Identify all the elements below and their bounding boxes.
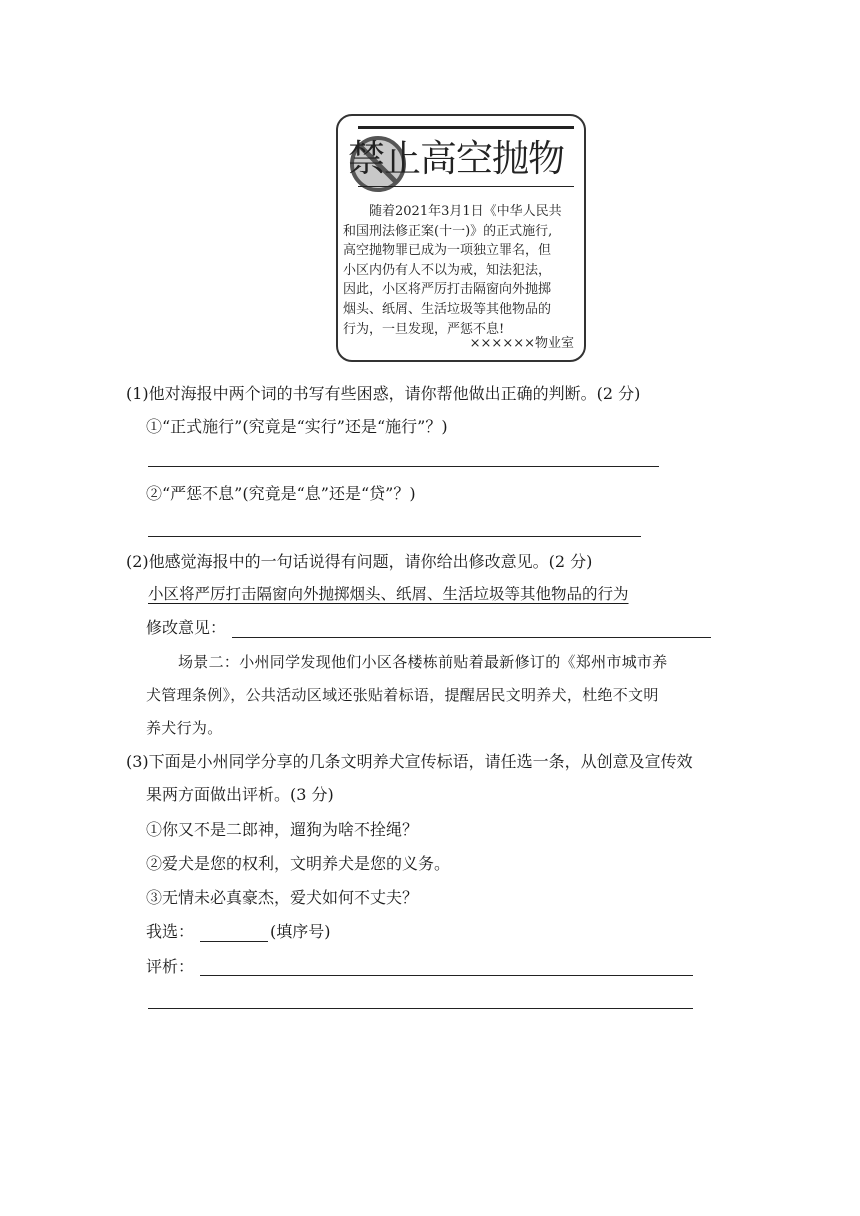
question-2-stem: (2)他感觉海报中的一句话说得有问题，请你给出修改意见。(2 分) <box>126 552 593 571</box>
analysis-label: 评析： <box>146 957 195 976</box>
poster-signature: ××××××物业室 <box>469 336 574 351</box>
analysis-answer-line-2[interactable] <box>148 1008 693 1009</box>
answer-line-1[interactable] <box>148 466 659 467</box>
slogan-option-1: ①你又不是二郎神，遛狗为啥不拴绳？ <box>146 820 419 839</box>
poster-body-line: 高空抛物罪已成为一项独立罪名，但 <box>343 243 552 259</box>
scene-2-line: 养犬行为。 <box>146 719 223 737</box>
choice-label: 我选： <box>146 922 195 941</box>
poster-title: 禁止高空抛物 <box>348 137 564 180</box>
problem-sentence: 小区将严厉打击隔窗向外抛掷烟头、纸屑、生活垃圾等其他物品的行为 <box>148 585 629 603</box>
slogan-option-2: ②爱犬是您的权利，文明养犬是您的义务。 <box>146 854 451 873</box>
question-1-stem: (1)他对海报中两个词的书写有些困惑，请你帮他做出正确的判断。(2 分) <box>126 384 641 403</box>
poster-top-rule <box>358 126 574 129</box>
analysis-answer-line[interactable] <box>200 975 693 976</box>
question-1-item-2: ②“严惩不息”(究竟是“息”还是“贷”？) <box>146 484 416 503</box>
scene-2-line: 犬管理条例》，公共活动区域还张贴着标语，提醒居民文明养犬，杜绝不文明 <box>146 686 659 704</box>
poster-body-line: 小区内仍有人不以为戒，知法犯法， <box>343 262 552 278</box>
scene-2-line: 场景二：小州同学发现他们小区各楼栋前贴着最新修订的《郑州市城市养 <box>178 653 668 671</box>
question-3-stem-cont: 果两方面做出评析。(3 分) <box>146 785 334 804</box>
poster-body-line: 因此，小区将严厉打击隔窗向外抛掷 <box>343 282 552 298</box>
choice-suffix: (填序号) <box>270 922 331 941</box>
revision-label: 修改意见： <box>146 618 227 637</box>
poster-body-line: 和国刑法修正案(十一)》的正式施行, <box>343 223 553 239</box>
poster-body-line: 随着2021年3月1日《中华人民共 <box>369 204 562 219</box>
poster-image <box>336 114 586 362</box>
answer-line-2[interactable] <box>148 536 641 537</box>
poster-title-rule <box>358 186 574 187</box>
poster-body <box>343 202 583 339</box>
poster-body-line: 行为，一旦发现，严惩不息! <box>343 321 505 337</box>
revision-answer-line[interactable] <box>232 637 711 638</box>
poster-body-line: 烟头、纸屑、生活垃圾等其他物品的 <box>343 301 552 317</box>
slogan-option-3: ③无情未必真豪杰，爱犬如何不丈夫？ <box>146 888 419 907</box>
question-3-stem: (3)下面是小州同学分享的几条文明养犬宣传标语，请任选一条，从创意及宣传效 <box>126 752 693 771</box>
question-1-item-1: ①“正式施行”(究竟是“实行”还是“施行”？) <box>146 417 448 436</box>
choice-answer-line[interactable] <box>200 941 268 942</box>
